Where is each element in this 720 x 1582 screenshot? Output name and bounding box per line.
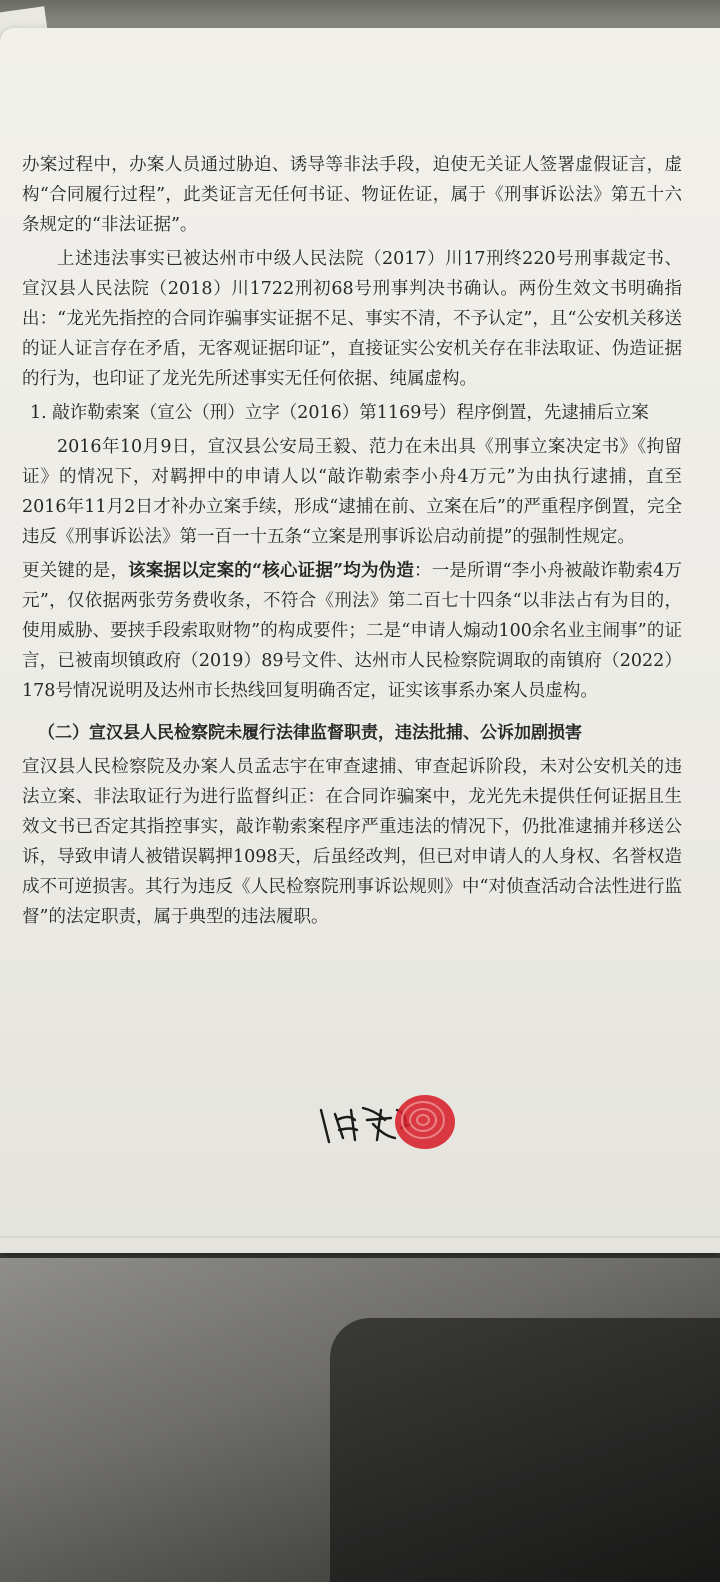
paragraph-4-lead: 更关键的是，	[22, 561, 129, 581]
page-fold-line	[0, 1236, 720, 1238]
paragraph-4	[22, 556, 682, 706]
document-body	[22, 150, 682, 936]
shadow	[330, 1318, 720, 1582]
paragraph-4-rest: ：一是所谓“李小舟被敲诈勒索4万元”，仅依据两张劳务费收条，不符合《刑法》第二百七十四条“以非法占有为目的，使用威胁、要挟手段索取财物”的构成要件；二是“申请人煽动100余名业主闹事”的证言，已被南坝镇政府（2019）89号文件、达州市人民检察院调取的南镇府（2022）178号情况说明及达州市长热线回复明确否定，证实该事系办案人员虚构。	[22, 561, 682, 701]
paragraph-3: 2016年10月9日，宣汉县公安局王毅、范力在未出具《刑事立案决定书》《拘留证》的情况下，对羁押中的申请人以“敲诈勒索李小舟4万元”为由执行逮捕，直至2016年11月2日才补办立案手续，形成“逮捕在前、立案在后”的严重程序倒置，完全违反《刑事诉讼法》第一百一十五条“立案是刑事诉讼启动前提”的强制性规定。	[22, 437, 682, 547]
paragraph-1: 办案过程中，办案人员通过胁迫、诱导等非法手段，迫使无关证人签署虚假证言，虚构“合同履行过程”，此类证言无任何书证、物证佐证，属于《刑事诉讼法》第五十六条规定的“非法证据”。	[22, 155, 682, 235]
paragraph-4-emphasis: 该案据以定案的“核心证据”均为伪造	[128, 561, 415, 581]
section-heading-2: （二）宣汉县人民检察院未履行法律监督职责，违法批捕、公诉加剧损害	[38, 723, 582, 743]
paragraph-2: 上述违法事实已被达州市中级人民法院（2017）川17刑终220号刑事裁定书、宣汉县人民法院（2018）川1722刑初68号刑事判决书确认。两份生效文书明确指出：“龙光先指控的合同诈骗事实证据不足、事实不清，不予认定”，且“公安机关移送的证人证言存在矛盾，无客观证据印证”，直接证实公安机关存在非法取证、伪造证据的行为，也印证了龙光先所述事实无任何依据、纯属虚构。	[22, 249, 682, 389]
paragraph-5: 宣汉县人民检察院及办案人员孟志宇在审查逮捕、审查起诉阶段，未对公安机关的违法立案、非法取证行为进行监督纠正：在合同诈骗案中，龙光先未提供任何证据且生效文书已否定其指控事实，敲诈勒索案程序严重违法的情况下，仍批准逮捕并移送公诉，导致申请人被错误羁押1098天，后虽经改判，但已对申请人的人身权、名誉权造成不可逆损害。其行为违反《人民检察院刑事诉讼规则》中“对侦查活动合法性进行监督”的法定职责，属于典型的违法履职。	[22, 757, 682, 927]
lower-background	[0, 1258, 720, 1582]
signature-and-seal	[315, 1080, 475, 1160]
signature-svg	[315, 1080, 475, 1160]
red-fingerprint-seal	[395, 1095, 455, 1149]
list-item-1: 1. 敲诈勒索案（宣公（刑）立字（2016）第1169号）程序倒置，先逮捕后立案	[30, 403, 649, 423]
